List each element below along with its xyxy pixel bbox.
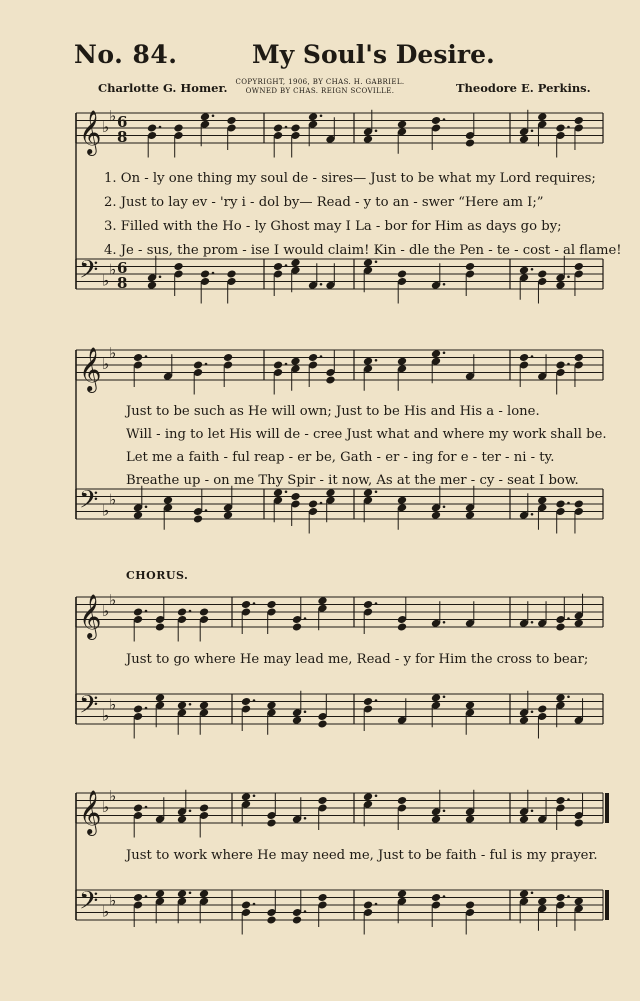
notehead [177,701,187,710]
note-dot [304,817,307,820]
flat-sign: ♭ [102,798,110,816]
flat-sign: ♭ [109,260,117,279]
note-dot [285,126,288,129]
bass-clef: 𝄢 [79,690,99,726]
notehead [133,511,143,520]
bass-clef: 𝄢 [79,886,99,922]
notehead [574,262,584,271]
notehead [519,716,529,725]
note-dot [531,621,534,624]
notehead [555,360,565,369]
note-dot [212,272,215,275]
flat-sign: ♭ [102,501,110,520]
note-dot [159,126,162,129]
notehead [177,889,187,898]
note-dot [567,895,570,898]
note-dot [145,707,148,710]
notehead [177,607,187,616]
flat-sign: ♭ [102,902,110,921]
notehead [431,815,441,824]
flat-sign: ♭ [109,590,117,609]
notehead [363,697,373,706]
notehead [465,815,475,824]
notehead [155,889,165,898]
notehead [363,135,373,144]
treble-clef: 𝄞 [79,790,102,834]
note-dot [304,710,307,713]
note-dot [531,129,534,132]
note-dot [531,268,534,271]
flat-sign: ♭ [102,355,110,373]
notehead [273,123,283,132]
notehead [465,262,475,271]
note-dot [375,490,378,493]
note-dot [531,513,534,516]
notehead [397,496,407,505]
flat-sign: ♭ [102,118,110,136]
note-dot [205,509,208,512]
note-dot [375,129,378,132]
note-dot [443,283,446,286]
verse-4-line-1: 4. Je - sus, the prom - ise I would claim! Kin - dle the Pen - te - cost - al flame! [104,243,622,258]
notehead [163,496,173,505]
hymn-title: My Soul's Desire. [252,40,495,69]
notehead [363,258,373,267]
notehead [397,889,407,898]
notehead [292,716,302,725]
notehead [363,792,373,801]
note-dot [531,710,534,713]
notehead [266,818,276,827]
note-dot [189,610,192,613]
notehead [574,619,584,628]
notehead [241,900,251,909]
note-dot [443,505,446,508]
notehead [193,360,203,369]
notehead [266,701,276,710]
notehead [223,353,233,362]
notehead [200,269,210,278]
notehead [431,693,441,702]
notehead [147,123,157,132]
notehead [574,897,584,906]
note-dot [375,903,378,906]
notehead [173,123,183,132]
flat-sign: ♭ [109,490,117,509]
notehead [465,138,475,147]
notehead [397,357,407,366]
notehead [519,815,529,824]
notehead [308,353,318,362]
note-dot [567,275,570,278]
notehead [537,496,547,505]
note-dot [443,895,446,898]
notehead [133,607,143,616]
chorus-line-1: Just to go where He may lead me, Read - y for Him the cross to bear; [126,652,589,667]
flat-sign: ♭ [102,706,110,725]
notehead [290,357,300,366]
note-dot [189,891,192,894]
final-barline [605,793,609,823]
notehead [308,112,318,121]
note-dot [189,703,192,706]
note-dot [253,602,256,605]
notehead [199,607,209,616]
notehead [173,262,183,271]
notehead [555,622,565,631]
notehead [308,499,318,508]
time-signature-top: 6 [117,113,128,131]
notehead [292,915,302,924]
note-dot [443,621,446,624]
time-signature-bottom: 8 [117,128,128,146]
note-dot [375,794,378,797]
note-dot [443,695,446,698]
note-dot [285,264,288,267]
notehead [397,622,407,631]
note-dot [145,806,148,809]
notehead [241,697,251,706]
notehead [431,893,441,902]
note-dot [375,359,378,362]
notehead [574,116,584,125]
author-credit: Charlotte G. Homer. [98,81,228,95]
note-dot [567,798,570,801]
notehead [155,622,165,631]
notehead [133,704,143,713]
chorus-label: CHORUS. [126,569,189,582]
final-barline [605,890,609,920]
notehead [199,803,209,812]
treble-clef: 𝄞 [79,594,102,638]
notehead [273,488,283,497]
note-dot [443,118,446,121]
verse-3-line-1: 3. Filled with the Ho - ly Ghost may I La - bor for Him as days go by; [104,219,562,234]
notehead [574,818,584,827]
note-dot [567,617,570,620]
notehead [363,357,373,366]
notehead [199,701,209,710]
notehead [133,803,143,812]
verse-1-line-1: 1. On - ly one thing my soul de - sires— Just to be what my Lord requires; [104,171,596,186]
notehead [555,281,565,290]
note-dot [320,283,323,286]
notehead [397,269,407,278]
time-signature-bottom: 8 [117,274,128,292]
notehead [555,796,565,805]
note-dot [443,809,446,812]
bass-clef: 𝄢 [79,255,99,291]
notehead [317,719,327,728]
note-dot [567,363,570,366]
bass-clef: 𝄢 [79,485,99,521]
note-dot [253,794,256,797]
notehead [363,900,373,909]
notehead [537,897,547,906]
notehead [325,488,335,497]
note-dot [159,275,162,278]
note-dot [375,602,378,605]
note-dot [531,891,534,894]
note-dot [443,351,446,354]
note-dot [567,695,570,698]
note-dot [304,617,307,620]
notehead [290,123,300,132]
flat-sign: ♭ [102,271,110,290]
notehead [292,622,302,631]
flat-sign: ♭ [109,786,117,805]
verse-4-line-2: Breathe up - on me Thy Spir - it now, As at the mer - cy - seat I bow. [126,473,579,488]
notehead [555,693,565,702]
note-dot [320,502,323,505]
treble-clef: 𝄞 [79,347,102,391]
notehead [325,375,335,384]
note-dot [205,363,208,366]
notehead [555,499,565,508]
note-dot [304,910,307,913]
note-dot [285,490,288,493]
notehead [431,116,441,125]
note-dot [145,610,148,613]
notehead [241,600,251,609]
notehead [537,112,547,121]
flat-sign: ♭ [109,695,117,714]
note-dot [531,809,534,812]
note-dot [567,502,570,505]
notehead [290,258,300,267]
notehead [155,693,165,702]
notehead [397,796,407,805]
notehead [519,266,529,275]
notehead [317,596,327,605]
notehead [519,353,529,362]
notehead [363,488,373,497]
verse-2-line-1: 2. Just to lay ev - 'ry i - dol by— Read - y to an - swer “Here am I;” [104,195,544,210]
notehead [465,701,475,710]
notehead [574,499,584,508]
notehead [519,889,529,898]
notehead [537,704,547,713]
notehead [273,262,283,271]
copyright-line-2: OWNED BY CHAS. REIGN SCOVILLE. [245,87,395,95]
notehead [465,900,475,909]
note-dot [375,260,378,263]
flat-sign: ♭ [109,106,117,125]
notehead [226,116,236,125]
copyright-line-1: COPYRIGHT, 1906, BY CHAS. H. GABRIEL. [235,78,405,86]
note-dot [375,699,378,702]
notehead [193,514,203,523]
notehead [199,889,209,898]
notehead [465,511,475,520]
treble-clef: 𝄞 [79,110,102,154]
note-dot [285,363,288,366]
notehead [317,796,327,805]
verse-1-line-2: Just to be such as He will own; Just to be His and His a - lone. [126,404,540,419]
notehead [241,792,251,801]
notehead [431,511,441,520]
note-dot [189,809,192,812]
notehead [147,281,157,290]
flat-sign: ♭ [102,602,110,620]
verse-3-line-2: Let me a faith - ful reap - er be, Gath - er - ing for e - ter - ni - ty. [126,450,555,465]
notehead [177,815,187,824]
note-dot [567,126,570,129]
notehead [537,269,547,278]
flat-sign: ♭ [109,343,117,362]
note-dot [531,355,534,358]
notehead [273,360,283,369]
time-signature-top: 6 [117,259,128,277]
notehead [133,353,143,362]
notehead [266,600,276,609]
notehead [574,353,584,362]
hymn-number: No. 84. [74,40,178,69]
verse-2-line-2: Will - ing to let His will de - cree Just what and where my work shall be. [126,427,607,442]
notehead [555,123,565,132]
note-dot [320,114,323,117]
notehead [431,349,441,358]
notehead [226,269,236,278]
notehead [223,511,233,520]
notehead [317,893,327,902]
note-dot [320,355,323,358]
notehead [519,135,529,144]
notehead [363,600,373,609]
notehead [290,492,300,501]
notehead [133,893,143,902]
notehead [397,120,407,129]
note-dot [212,114,215,117]
note-dot [145,895,148,898]
note-dot [145,355,148,358]
note-dot [145,505,148,508]
note-dot [253,699,256,702]
notehead [200,112,210,121]
composer-credit: Theodore E. Perkins. [456,81,591,95]
chorus-line-2: Just to work where He may need me, Just to be faith - ful is my prayer. [126,848,598,863]
notehead [555,893,565,902]
flat-sign: ♭ [109,891,117,910]
notehead [266,915,276,924]
note-dot [253,903,256,906]
